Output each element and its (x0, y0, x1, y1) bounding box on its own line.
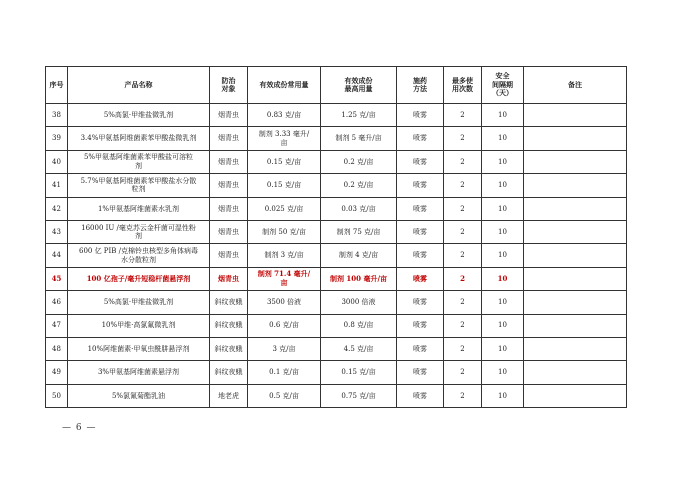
cell-safety-interval: 10 (482, 384, 524, 407)
cell-seq: 45 (46, 267, 68, 290)
cell-target: 烟青虫 (210, 150, 248, 173)
cell-common-dose: 0.5 克/亩 (248, 384, 321, 407)
table-row (46, 197, 627, 220)
cell-safety-interval: 10 (482, 127, 524, 150)
header-name: 产品名称 (68, 67, 210, 104)
cell-method: 喷雾 (397, 220, 444, 243)
cell-max-dose: 0.15 克/亩 (321, 361, 397, 384)
cell-common-dose: 3500 倍液 (248, 291, 321, 314)
cell-max-times: 2 (444, 337, 482, 360)
cell-max-times: 2 (444, 174, 482, 197)
cell-method: 喷雾 (397, 361, 444, 384)
cell-product-name: 5%高氯·甲维盐微乳剂 (68, 291, 210, 314)
cell-product-name: 600 亿 PIB /克棉铃虫核型多角体病毒 水分散粒剂 (68, 244, 210, 267)
cell-product-name: 10%甲维·高氯氟微乳剂 (68, 314, 210, 337)
cell-target: 烟青虫 (210, 104, 248, 127)
cell-safety-interval: 10 (482, 244, 524, 267)
cell-max-dose: 0.03 克/亩 (321, 197, 397, 220)
header-target: 防治 对象 (210, 67, 248, 104)
cell-target: 烟青虫 (210, 174, 248, 197)
cell-max-times: 2 (444, 291, 482, 314)
cell-target: 烟青虫 (210, 244, 248, 267)
cell-product-name: 100 亿孢子/毫升短稳杆菌悬浮剂 (68, 267, 210, 290)
cell-target: 烟青虫 (210, 267, 248, 290)
cell-safety-interval: 10 (482, 361, 524, 384)
cell-max-times: 2 (444, 197, 482, 220)
pesticide-table (45, 66, 627, 408)
cell-max-times: 2 (444, 361, 482, 384)
table-row (46, 127, 627, 150)
table-row (46, 314, 627, 337)
table-header-row (46, 67, 627, 104)
cell-seq: 44 (46, 244, 68, 267)
cell-remark (524, 127, 627, 150)
cell-product-name: 5%氯氰菊酯乳油 (68, 384, 210, 407)
header-max-dose: 有效成份 最高用量 (321, 67, 397, 104)
cell-target: 斜纹夜蛾 (210, 291, 248, 314)
cell-max-dose: 制剂 100 毫升/亩 (321, 267, 397, 290)
cell-common-dose: 0.1 克/亩 (248, 361, 321, 384)
cell-remark (524, 174, 627, 197)
cell-max-times: 2 (444, 384, 482, 407)
cell-safety-interval: 10 (482, 337, 524, 360)
table-row (46, 104, 627, 127)
cell-seq: 39 (46, 127, 68, 150)
cell-product-name: 5%高氯·甲维盐微乳剂 (68, 104, 210, 127)
cell-common-dose: 制剂 3 克/亩 (248, 244, 321, 267)
cell-max-dose: 制剂 5 毫升/亩 (321, 127, 397, 150)
cell-max-times: 2 (444, 150, 482, 173)
cell-seq: 47 (46, 314, 68, 337)
cell-target: 地老虎 (210, 384, 248, 407)
cell-seq: 50 (46, 384, 68, 407)
cell-safety-interval: 10 (482, 220, 524, 243)
table-row (46, 150, 627, 173)
cell-max-times: 2 (444, 314, 482, 337)
cell-safety-interval: 10 (482, 174, 524, 197)
cell-max-dose: 0.2 克/亩 (321, 150, 397, 173)
cell-common-dose: 0.025 克/亩 (248, 197, 321, 220)
cell-product-name: 5.7%甲氨基阿维菌素苯甲酸盐水分散 粒剂 (68, 174, 210, 197)
cell-target: 斜纹夜蛾 (210, 337, 248, 360)
cell-method: 喷雾 (397, 337, 444, 360)
cell-remark (524, 291, 627, 314)
header-common-dose: 有效成份常用量 (248, 67, 321, 104)
cell-remark (524, 384, 627, 407)
cell-max-dose: 3000 倍液 (321, 291, 397, 314)
cell-max-times: 2 (444, 267, 482, 290)
cell-seq: 41 (46, 174, 68, 197)
cell-method: 喷雾 (397, 174, 444, 197)
cell-safety-interval: 10 (482, 267, 524, 290)
cell-safety-interval: 10 (482, 150, 524, 173)
table-row (46, 220, 627, 243)
header-max-times: 最多使 用次数 (444, 67, 482, 104)
cell-target: 烟青虫 (210, 127, 248, 150)
table-body (46, 104, 627, 408)
cell-remark (524, 244, 627, 267)
cell-safety-interval: 10 (482, 197, 524, 220)
cell-remark (524, 267, 627, 290)
page-number: — 6 — (62, 423, 97, 433)
cell-method: 喷雾 (397, 291, 444, 314)
header-method: 施药 方法 (397, 67, 444, 104)
table-row (46, 244, 627, 267)
cell-method: 喷雾 (397, 244, 444, 267)
cell-safety-interval: 10 (482, 291, 524, 314)
cell-target: 斜纹夜蛾 (210, 314, 248, 337)
cell-common-dose: 3 克/亩 (248, 337, 321, 360)
cell-method: 喷雾 (397, 127, 444, 150)
cell-max-times: 2 (444, 104, 482, 127)
cell-max-dose: 0.75 克/亩 (321, 384, 397, 407)
cell-target: 斜纹夜蛾 (210, 361, 248, 384)
cell-seq: 46 (46, 291, 68, 314)
cell-seq: 42 (46, 197, 68, 220)
cell-common-dose: 0.15 克/亩 (248, 150, 321, 173)
cell-method: 喷雾 (397, 267, 444, 290)
cell-common-dose: 制剂 50 克/亩 (248, 220, 321, 243)
cell-remark (524, 220, 627, 243)
cell-method: 喷雾 (397, 150, 444, 173)
cell-product-name: 1%甲氨基阿维菌素水乳剂 (68, 197, 210, 220)
cell-seq: 49 (46, 361, 68, 384)
cell-max-dose: 1.25 克/亩 (321, 104, 397, 127)
cell-common-dose: 制剂 3.33 毫升/ 亩 (248, 127, 321, 150)
table-row (46, 337, 627, 360)
cell-max-dose: 制剂 75 克/亩 (321, 220, 397, 243)
cell-remark (524, 314, 627, 337)
cell-product-name: 3.4%甲氨基阿维菌素苯甲酸盐微乳剂 (68, 127, 210, 150)
table-row (46, 291, 627, 314)
cell-product-name: 3%甲氨基阿维菌素悬浮剂 (68, 361, 210, 384)
cell-product-name: 5%甲氨基阿维菌素苯甲酸盐可溶粒 剂 (68, 150, 210, 173)
cell-common-dose: 0.83 克/亩 (248, 104, 321, 127)
cell-max-times: 2 (444, 127, 482, 150)
cell-common-dose: 0.15 克/亩 (248, 174, 321, 197)
cell-seq: 48 (46, 337, 68, 360)
cell-max-times: 2 (444, 220, 482, 243)
cell-seq: 40 (46, 150, 68, 173)
cell-common-dose: 制剂 71.4 毫升/ 亩 (248, 267, 321, 290)
cell-remark (524, 197, 627, 220)
cell-method: 喷雾 (397, 197, 444, 220)
table-row (46, 384, 627, 407)
cell-remark (524, 150, 627, 173)
table-row (46, 361, 627, 384)
cell-remark (524, 104, 627, 127)
header-seq: 序号 (46, 67, 68, 104)
cell-method: 喷雾 (397, 384, 444, 407)
cell-remark (524, 361, 627, 384)
cell-common-dose: 0.6 克/亩 (248, 314, 321, 337)
cell-max-dose: 0.8 克/亩 (321, 314, 397, 337)
table-row (46, 267, 627, 290)
cell-method: 喷雾 (397, 314, 444, 337)
cell-max-dose: 制剂 4 克/亩 (321, 244, 397, 267)
cell-target: 烟青虫 (210, 197, 248, 220)
cell-product-name: 10%阿维菌素·甲氧虫酰肼悬浮剂 (68, 337, 210, 360)
cell-method: 喷雾 (397, 104, 444, 127)
cell-safety-interval: 10 (482, 314, 524, 337)
cell-max-times: 2 (444, 244, 482, 267)
cell-product-name: 16000 IU /毫克苏云金杆菌可湿性粉 剂 (68, 220, 210, 243)
cell-target: 烟青虫 (210, 220, 248, 243)
cell-remark (524, 337, 627, 360)
header-remark: 备注 (524, 67, 627, 104)
header-safety-interval: 安全 间隔期 （天） (482, 67, 524, 104)
cell-safety-interval: 10 (482, 104, 524, 127)
table-row (46, 174, 627, 197)
cell-seq: 43 (46, 220, 68, 243)
cell-max-dose: 0.2 克/亩 (321, 174, 397, 197)
cell-max-dose: 4.5 克/亩 (321, 337, 397, 360)
cell-seq: 38 (46, 104, 68, 127)
